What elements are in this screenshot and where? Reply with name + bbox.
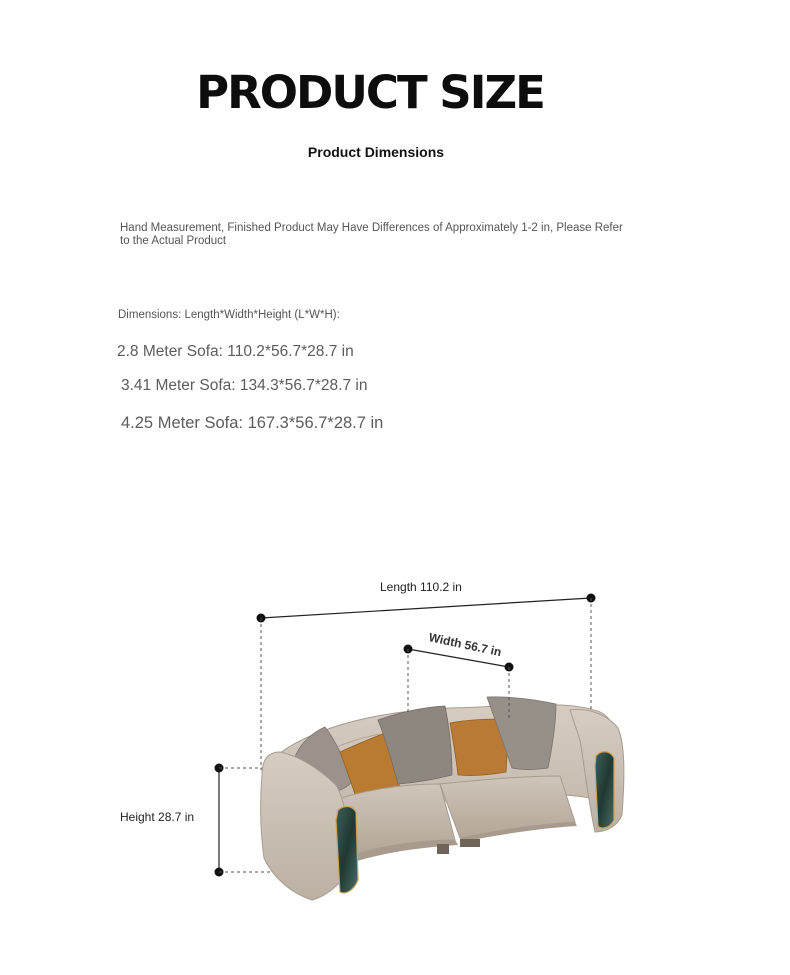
measurement-note: Hand Measurement, Finished Product May Have Differences of Approximately 1-2 in, Please Refer to the Actual Product: [120, 222, 623, 247]
size-line-2-8m: 2.8 Meter Sofa: 110.2*56.7*28.7 in: [117, 343, 354, 360]
width-label: Width 56.7 in: [427, 630, 503, 660]
dimensions-label: Dimensions: Length*Width*Height (L*W*H):: [118, 309, 340, 321]
page-title: PRODUCT SIZE: [196, 66, 544, 119]
sofa-illustration: [261, 697, 624, 900]
size-line-3-41m: 3.41 Meter Sofa: 134.3*56.7*28.7 in: [121, 377, 368, 394]
length-label: Length 110.2 in: [380, 580, 462, 594]
size-line-4-25m: 4.25 Meter Sofa: 167.3*56.7*28.7 in: [121, 414, 384, 432]
page-subtitle: Product Dimensions: [307, 144, 445, 160]
height-label: Height 28.7 in: [120, 810, 195, 824]
